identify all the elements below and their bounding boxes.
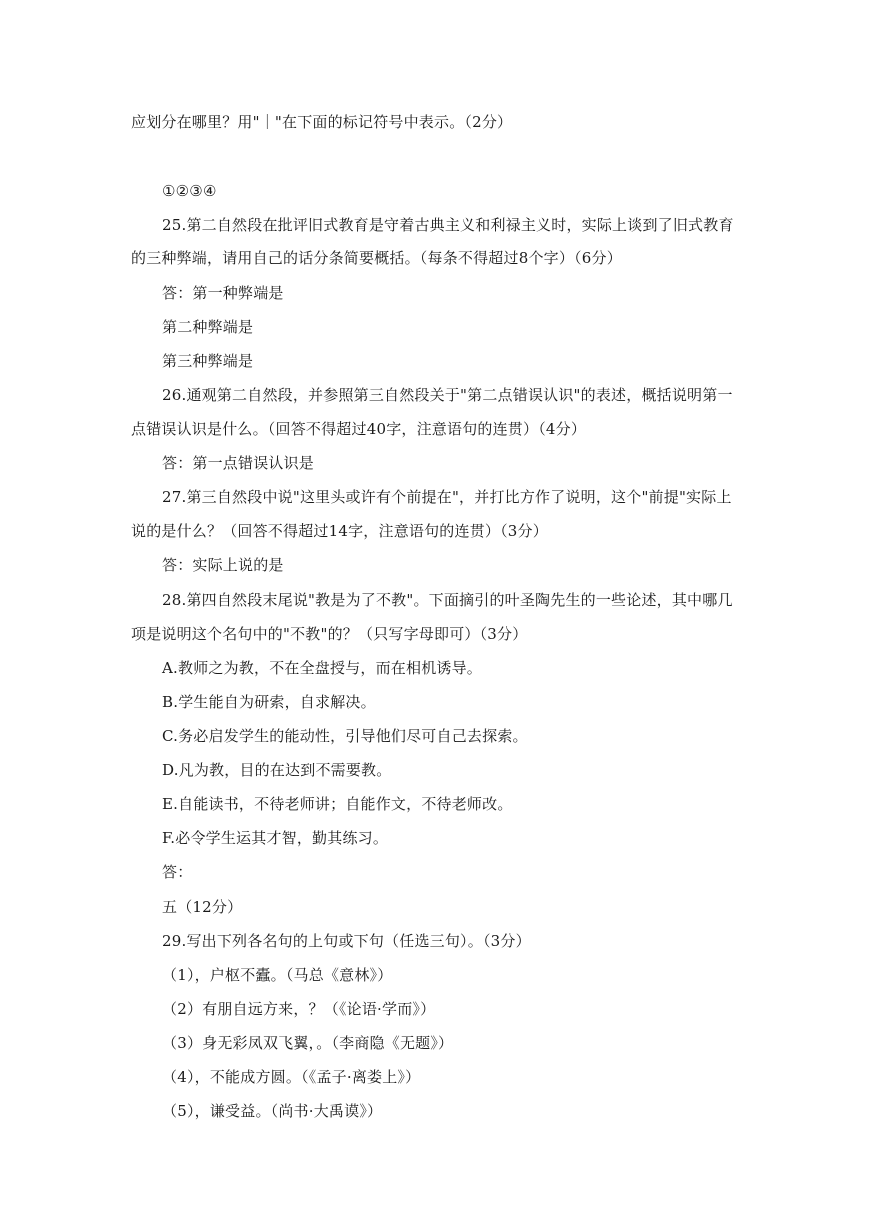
answer-25-first: 答：第一种弊端是 — [162, 284, 284, 302]
option-d: D.凡为教，目的在达到不需要教。 — [162, 761, 392, 779]
option-e: E.自能读书，不待老师讲；自能作文，不待老师改。 — [162, 795, 513, 813]
text-line-marker-symbols: ①②③④ — [162, 182, 217, 200]
quote-item-4: （4），不能成方圆。（《孟子·离娄上》） — [162, 1068, 421, 1086]
answer-26: 答：第一点错误认识是 — [162, 454, 315, 472]
quote-item-5: （5），谦受益。（尚书·大禹谟》） — [162, 1102, 383, 1120]
answer-27: 答：实际上说的是 — [162, 556, 284, 574]
question-28-line-1: 28.第四自然段末尾说"教是为了不教"。下面摘引的叶圣陶先生的一些论述，其中哪几 — [162, 591, 733, 609]
question-25-line-1: 25.第二自然段在批评旧式教育是守着古典主义和利禄主义时，实际上谈到了旧式教育 — [162, 216, 734, 234]
answer-25-second: 第二种弊端是 — [162, 318, 254, 336]
question-25-line-2: 的三种弊端，请用自己的话分条简要概括。（每条不得超过8个字）（6分） — [131, 249, 622, 267]
quote-item-2: （2）有朋自远方来，？（《论语·学而》） — [162, 1000, 436, 1018]
answer-28: 答： — [162, 863, 193, 881]
answer-25-third: 第三种弊端是 — [162, 352, 254, 370]
question-28-line-2: 项是说明这个名句中的"不教"的？（只写字母即可）（3分） — [131, 625, 528, 643]
option-f: F.必令学生运其才智，勤其练习。 — [162, 829, 389, 847]
option-b: B.学生能自为研索，自求解决。 — [162, 693, 376, 711]
question-27-line-2: 说的是什么？（回答不得超过14字，注意语句的连贯）（3分） — [131, 522, 548, 540]
question-29: 29.写出下列各名句的上句或下句（任选三句）。（3分） — [162, 932, 531, 950]
question-26-line-1: 26.通观第二自然段，并参照第三自然段关于"第二点错误认识"的表述，概括说明第一 — [162, 386, 733, 404]
section-five-heading: 五（12分） — [162, 898, 243, 916]
option-a: A.教师之为教，不在全盘授与，而在相机诱导。 — [162, 659, 483, 677]
option-c: C.务必启发学生的能动性，引导他们尽可自己去探索。 — [162, 727, 528, 745]
text-line-divide-question: 应划分在哪里？用"｜"在下面的标记符号中表示。（2分） — [131, 113, 513, 131]
quote-item-3: （3）身无彩凤双飞翼，。（李商隐《无题》） — [162, 1034, 454, 1052]
question-27-line-1: 27.第三自然段中说"这里头或许有个前提在"，并打比方作了说明，这个"前提"实际上 — [162, 488, 732, 506]
quote-item-1: （1），户枢不蠹。（马总《意林》） — [162, 966, 393, 984]
question-26-line-2: 点错误认识是什么。（回答不得超过40字，注意语句的连贯）（4分） — [131, 420, 587, 438]
